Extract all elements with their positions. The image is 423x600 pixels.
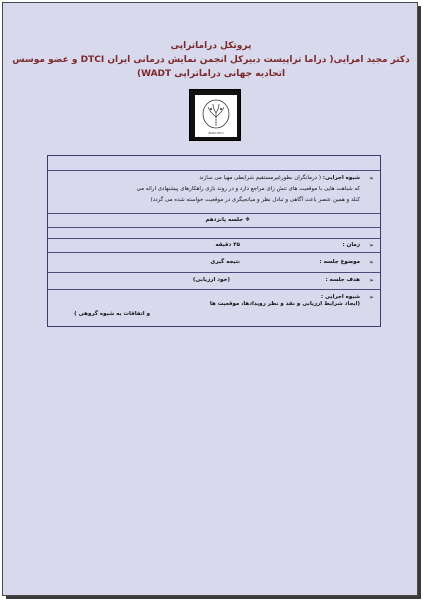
method-2-label: شیوه اجرایی :	[320, 294, 360, 300]
logo-caption: IRAN DTCI	[208, 131, 224, 135]
session-line	[206, 217, 250, 223]
session-row	[48, 214, 380, 228]
author-line: دکتر مجید امرایی( دراما تراپیست دبیرکل انجمن نمایش درمانی ایران DTCI و عضو موسس	[12, 55, 410, 65]
method-1-line-a	[199, 175, 360, 181]
method-1-label: شیوه اجرایی:	[322, 175, 360, 181]
time-value: ۴۵ دقیقه	[215, 242, 240, 248]
bullet-icon: ➢	[368, 277, 374, 284]
panel-header-row	[48, 156, 380, 171]
goal-row	[48, 273, 380, 290]
method-2-text-b: و اتفاقات به شیوه گروهی )	[74, 311, 150, 317]
goal-value: (خود ارزیابی)	[192, 277, 230, 283]
page-shadow-bottom	[6, 596, 421, 599]
time-label: زمان :	[342, 242, 360, 248]
logo-drawing	[195, 95, 237, 137]
spacer-row	[48, 228, 380, 239]
method-2-text-a: (ایجاد شرایط ارزیابی و نقد و نظر رویدادها، موقعیت ها	[209, 301, 360, 307]
session-title: جلسه پانزدهم	[205, 217, 244, 223]
bullet-icon: ➢	[368, 259, 374, 266]
topic-row	[48, 253, 380, 273]
bullet-icon: ➢	[368, 294, 374, 301]
protocol-panel	[47, 155, 381, 327]
method-1-text-a: ( درمانگران بطورغیرمستقیم شرایطی مهیا می سازند	[199, 175, 321, 181]
method-1-text-c: کنلد و همین عنصر باعث آگاهی و تبادل نظر و میانجیگری در موقعیت خواسته شده می گردد)	[150, 197, 360, 203]
method-row-2	[48, 290, 380, 326]
topic-label: موضوع جلسه :	[319, 259, 360, 265]
topic-value: نتیجه گیری	[210, 259, 240, 265]
diamond-icon: ❖	[245, 217, 250, 223]
method-row-1	[48, 171, 380, 214]
bullet-icon: ➢	[368, 175, 374, 182]
time-row	[48, 239, 380, 253]
bullet-icon: ➢	[368, 242, 374, 249]
method-1-text-b: که شباهت هایی با موقعیت های تنش زای مراجع دارد و در روند بازی راهکارهای پیشنهادی ارائه می	[136, 186, 360, 192]
logo-frame	[195, 95, 237, 137]
document-page	[2, 2, 418, 596]
document-title: پروتکل دراماتراپی	[170, 41, 252, 51]
tree-logo-icon	[189, 89, 241, 141]
author-affiliation-line: اتحادیه جهانی دراماتراپی WADT)	[136, 69, 286, 79]
page-shadow-right	[418, 6, 421, 598]
goal-label: هدف جلسه :	[325, 277, 360, 283]
